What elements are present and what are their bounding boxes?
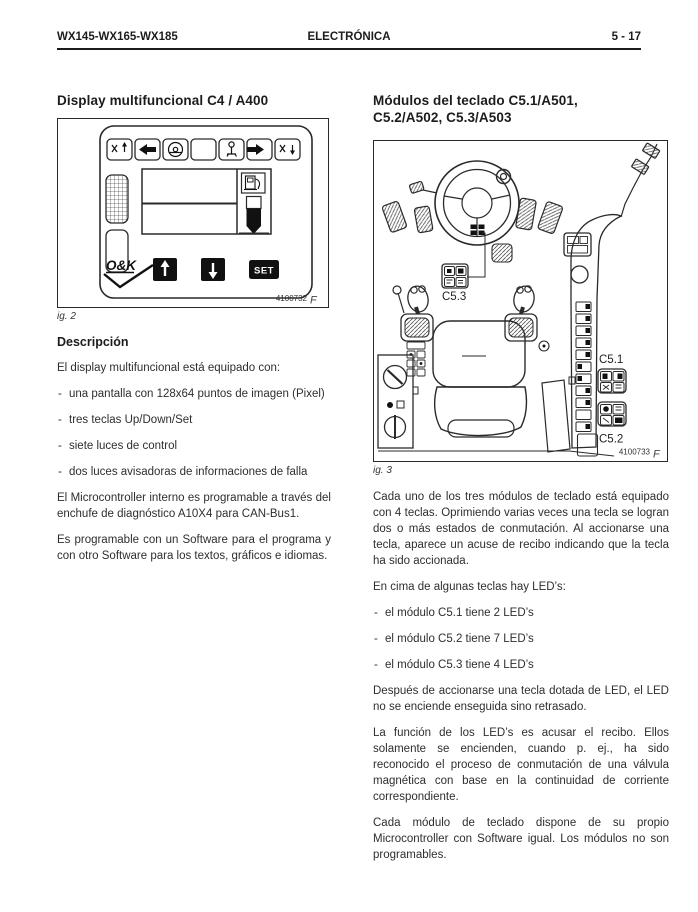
list-item: - el módulo C5.3 tiene 4 LED’s: [373, 657, 669, 673]
top-key-row: [107, 139, 300, 160]
list-item: - el módulo C5.1 tiene 2 LED’s: [373, 605, 669, 621]
key-lower: [275, 139, 300, 160]
gear-boot: [492, 244, 512, 262]
seat: [433, 321, 526, 437]
header-section: ELECTRÓNICA: [307, 31, 391, 43]
figure-3-caption: ig. 3: [373, 465, 392, 476]
list-item: - tres teclas Up/Down/Set: [57, 412, 331, 428]
figure-2-caption: ig. 2: [57, 311, 76, 322]
joystick-right: [505, 284, 549, 351]
cab-layout-drawing: [374, 141, 666, 460]
up-key: [153, 258, 177, 281]
display-feature-list: [57, 386, 331, 480]
paragraph: La función de los LED’s es acusar el recibo. Ellos solamente se encienden, cuando p. ej., ha sido reconocido el proceso de conmutación de una válvula magnética con base en la continuidad de corriente correspondiente.: [373, 727, 669, 803]
figure-2-ref-number: 4100732: [275, 294, 307, 303]
lever-icon: [227, 142, 237, 157]
keypad-c52: [598, 402, 626, 426]
down-key: [201, 258, 225, 281]
figure-3-ref-number: 4100733: [618, 447, 650, 457]
figure-2-frame: [57, 118, 329, 308]
list-item: - el módulo C5.2 tiene 7 LED’s: [373, 631, 669, 647]
list-item: - siete luces de control: [57, 438, 331, 454]
fuel-level-gauge: [239, 197, 269, 235]
key-blank: [191, 139, 216, 160]
keypad-c53: [442, 233, 485, 288]
description-intro: El display multifuncional está equipado con:: [57, 362, 281, 374]
header-model: WX145-WX165-WX185: [57, 31, 178, 43]
set-key-label: SET: [254, 265, 274, 277]
cable: [621, 143, 660, 217]
label-c52: C5.2: [599, 433, 624, 446]
paragraph: Cada módulo de teclado dispone de su propio Microcontroller con Software igual. Los módulos no son programables.: [373, 817, 669, 861]
label-c53: C5.3: [442, 291, 467, 303]
left-arrow-icon: [139, 144, 156, 155]
list-item: - una pantalla con 128x64 puntos de imagen (Pixel): [57, 386, 331, 402]
footrest: [542, 380, 570, 452]
left-column: [57, 92, 331, 574]
right-title-line2: C5.2/A502, C5.3/A503: [373, 110, 512, 125]
paragraph: Cada uno de los tres módulos de teclado está equipado con 4 teclas. Oprimiendo varias veces una tecla se logran dos o más estados de conmutación. Al accionarse una tecla, aparece un acuse de recibo indicando que la tecla ha sido accionada.: [373, 491, 669, 567]
page-header: [57, 31, 641, 50]
switch-strip: [569, 302, 598, 456]
joystick-left: [393, 284, 433, 341]
right-arrow-icon: [247, 144, 264, 155]
right-title: [373, 92, 669, 126]
wiper-icon: [169, 143, 183, 157]
oak-logo: [104, 258, 153, 287]
raise-icon: [112, 142, 127, 152]
paragraph: Después de accionarse una tecla dotada de LED, el LED no se enciende enseguida sino retrasado.: [373, 685, 669, 713]
armrest-console: [564, 215, 624, 456]
right-title-line1: Módulos del teclado C5.1/A501,: [373, 93, 578, 108]
left-title: Display multifuncional C4 / A400: [57, 93, 269, 108]
led-intro: En cima de algunas teclas hay LED’s:: [373, 581, 566, 593]
figure-3-ref-letter: F: [653, 448, 660, 460]
led-list: [373, 605, 669, 673]
set-key: [249, 260, 279, 279]
armrest-dial: [571, 266, 588, 283]
paragraph: Es programable con un Software para el programa y con otro Software para los textos, gráficos e idiomas.: [57, 534, 331, 562]
display-unit-drawing: [58, 119, 327, 306]
keypad-c51: [598, 369, 626, 393]
key-raise: [107, 139, 132, 160]
fuel-pump-icon: [242, 173, 266, 193]
armrest-display: [564, 233, 591, 256]
label-c51: C5.1: [599, 354, 624, 366]
description-heading: Descripción: [57, 335, 129, 349]
figure-2-ref-letter: F: [310, 294, 317, 306]
lower-icon: [280, 145, 295, 155]
indicator-stalk: [409, 181, 437, 194]
steering-wheel: [435, 161, 519, 245]
warning-lamp-grid: [106, 175, 128, 223]
paragraph: El Microcontroller interno es programable a través del enchufe de diagnóstico A10X4 para CAN-Bus1.: [57, 492, 331, 520]
figure-3-frame: [373, 140, 668, 462]
oak-logo-text: O&K: [106, 258, 136, 273]
right-column: [373, 92, 669, 873]
list-item: - dos luces avisadoras de informaciones de falla: [57, 464, 331, 480]
header-page-number: 5 - 17: [611, 31, 642, 43]
aux-keypad: [407, 342, 425, 376]
